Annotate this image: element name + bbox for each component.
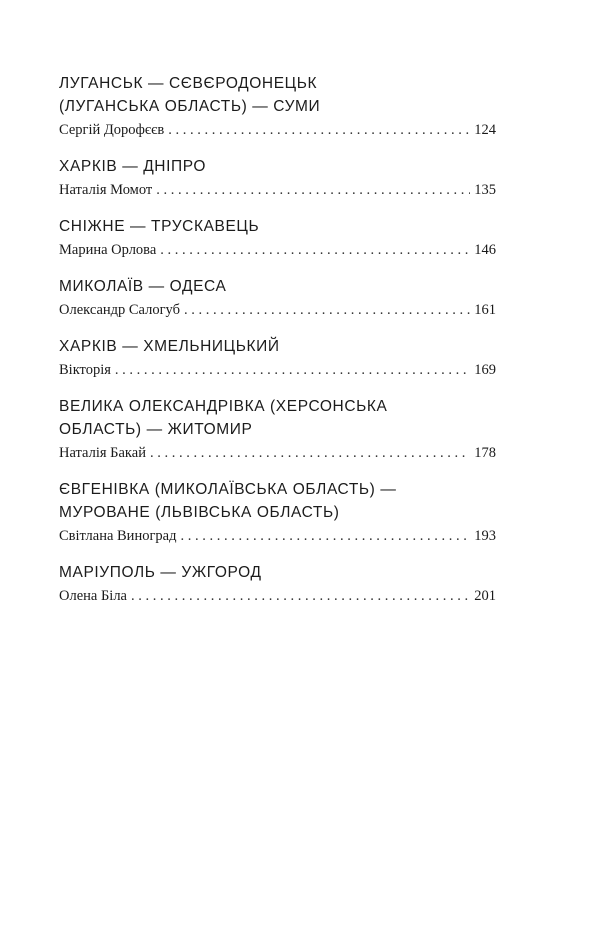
toc-entry[interactable]	[59, 561, 496, 607]
page-number: 146	[474, 242, 496, 258]
table-of-contents	[59, 72, 496, 621]
author-name: Наталія Бакай	[59, 445, 146, 461]
author-name: Сергій Дорофєєв	[59, 122, 165, 138]
toc-entry[interactable]	[59, 72, 496, 141]
route-title	[59, 561, 496, 584]
route-title-line: ВЕЛИКА ОЛЕКСАНДРІВКА (ХЕРСОНСЬКА	[59, 398, 388, 415]
toc-entry[interactable]	[59, 478, 496, 547]
author-line	[59, 525, 496, 547]
page-number: 169	[474, 362, 496, 378]
route-title	[59, 478, 496, 524]
route-title	[59, 155, 496, 178]
route-title-line: ХАРКІВ — ДНІПРО	[59, 158, 206, 175]
route-title-line: ЛУГАНСЬК — СЄВЄРОДОНЕЦЬК	[59, 75, 318, 92]
toc-entry[interactable]	[59, 155, 496, 201]
dot-leader	[156, 179, 470, 201]
toc-entry[interactable]	[59, 215, 496, 261]
route-title	[59, 275, 496, 298]
dot-leader	[184, 299, 470, 321]
dot-leader	[131, 585, 470, 607]
author-name: Марина Орлова	[59, 242, 157, 258]
route-title	[59, 215, 496, 238]
page-number: 193	[474, 528, 496, 544]
author-name: Вікторія	[59, 362, 111, 378]
dot-leader	[168, 119, 470, 141]
route-title-line: МАРІУПОЛЬ — УЖГОРОД	[59, 564, 262, 581]
author-line	[59, 442, 496, 464]
toc-entry[interactable]	[59, 335, 496, 381]
route-title-line: ОБЛАСТЬ) — ЖИТОМИР	[59, 421, 253, 438]
author-name: Олександр Салогуб	[59, 302, 180, 318]
route-title-line: (ЛУГАНСЬКА ОБЛАСТЬ) — СУМИ	[59, 98, 321, 115]
page-number: 124	[474, 122, 496, 138]
author-line	[59, 179, 496, 201]
route-title	[59, 335, 496, 358]
dot-leader	[150, 442, 470, 464]
author-name: Наталія Момот	[59, 182, 153, 198]
dot-leader	[115, 359, 470, 381]
page-number: 201	[474, 588, 496, 604]
page-number: 161	[474, 302, 496, 318]
author-name: Олена Біла	[59, 588, 127, 604]
author-name: Світлана Виноград	[59, 528, 177, 544]
dot-leader	[160, 239, 470, 261]
dot-leader	[180, 525, 470, 547]
author-line	[59, 359, 496, 381]
route-title-line: ЄВГЕНІВКА (МИКОЛАЇВСЬКА ОБЛАСТЬ) —	[59, 481, 397, 498]
author-line	[59, 119, 496, 141]
author-line	[59, 585, 496, 607]
toc-entry[interactable]	[59, 395, 496, 464]
route-title	[59, 395, 496, 441]
author-line	[59, 299, 496, 321]
route-title-line: МУРОВАНЕ (ЛЬВІВСЬКА ОБЛАСТЬ)	[59, 504, 340, 521]
toc-entry[interactable]	[59, 275, 496, 321]
page-number: 178	[474, 445, 496, 461]
route-title-line: СНІЖНЕ — ТРУСКАВЕЦЬ	[59, 218, 260, 235]
route-title-line: ХАРКІВ — ХМЕЛЬНИЦЬКИЙ	[59, 338, 280, 355]
route-title-line: МИКОЛАЇВ — ОДЕСА	[59, 278, 227, 295]
author-line	[59, 239, 496, 261]
route-title	[59, 72, 496, 118]
page-number: 135	[474, 182, 496, 198]
